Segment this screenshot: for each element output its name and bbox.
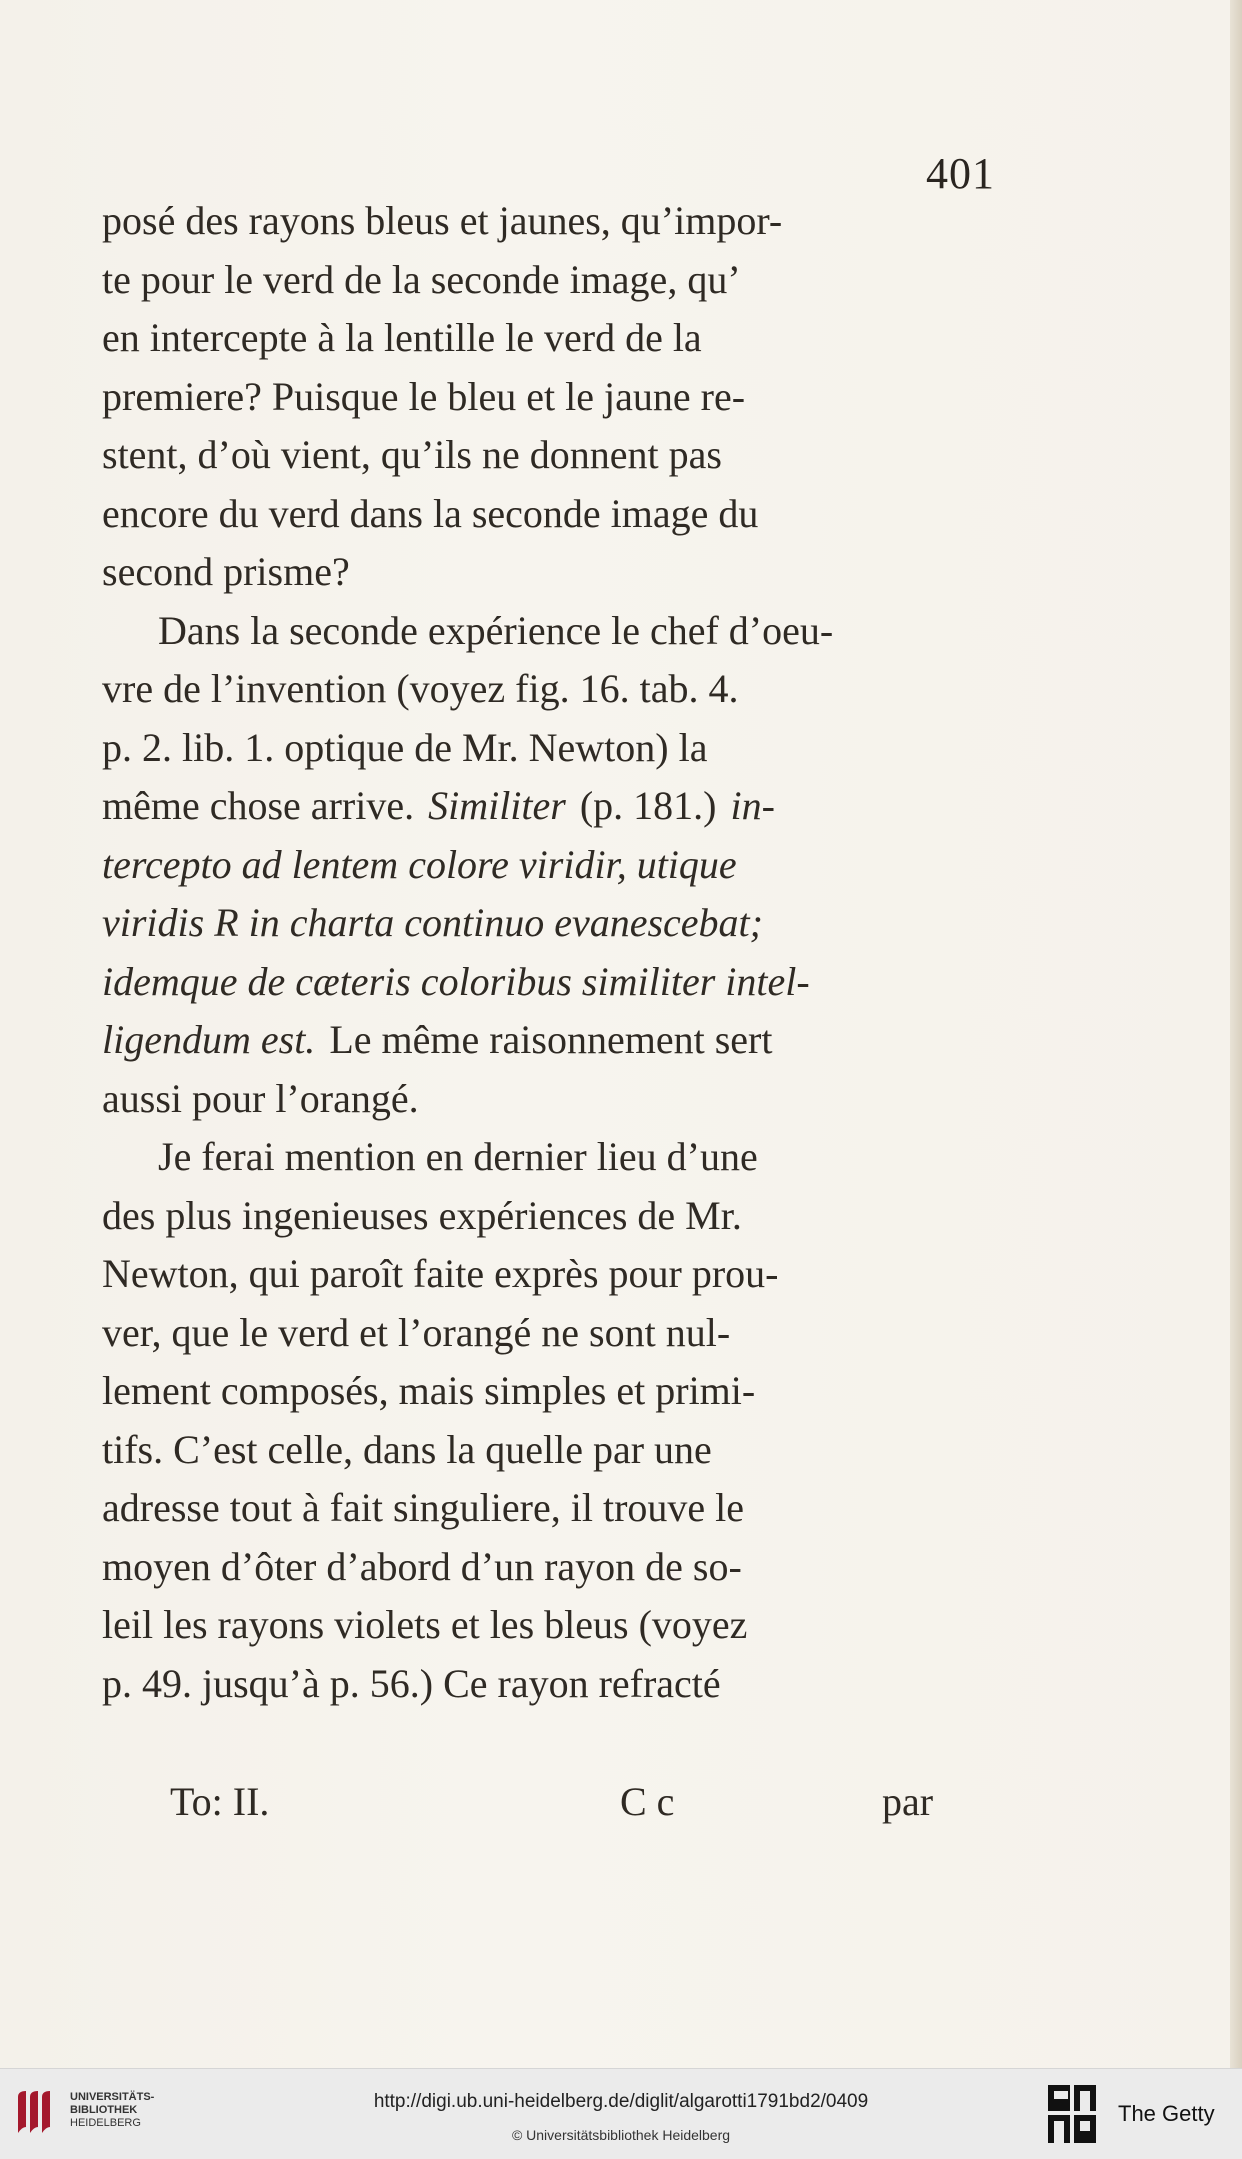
text-line-10: p. 2. lib. 1. optique de Mr. Newton) la: [102, 724, 708, 770]
text-line-21: lement composés, mais simples et primi-: [102, 1368, 756, 1413]
page-edge: [1230, 0, 1242, 2068]
body-text: [102, 192, 1002, 1713]
text-line-5: stent, d’où vient, qu’ils ne donnent pas: [102, 432, 722, 477]
text-line-14: idemque de cæteris coloribus similiter intel-: [102, 958, 810, 1004]
text-line-16: aussi pour l’orangé.: [102, 1075, 419, 1121]
text-line-24: moyen d’ôter d’abord d’un rayon de so-: [102, 1543, 742, 1589]
text-line-9: vre de l’invention (voyez fig. 16. tab. 4.: [102, 666, 739, 711]
text-line-6: encore du verd dans la seconde image du: [102, 490, 759, 536]
footer-bar: [0, 2068, 1242, 2159]
text-line-20: ver, que le verd et l’orangé ne sont nul-: [102, 1309, 731, 1355]
text-line-8: Dans la seconde expérience le chef d’oeu-: [158, 607, 834, 653]
text-line-17: Je ferai mention en dernier lieu d’une: [158, 1134, 758, 1179]
text-line-19: Newton, qui paroît faite exprès pour prou-: [102, 1251, 779, 1296]
text-line-12: tercepto ad lentem colore viridir, utique: [102, 841, 737, 887]
text-line-25: leil les rayons violets et les bleus (voyez: [102, 1602, 748, 1647]
signature-line: [170, 1778, 950, 1838]
text-line-11: même chose arrive. Similiter (p. 181.) in-: [102, 777, 1002, 836]
text-line-15: ligendum est. Le même raisonnement sert: [102, 1017, 773, 1062]
copyright-text: © Universitätsbibliothek Heidelberg: [511, 2127, 731, 2143]
partner-name: The Getty: [1118, 2101, 1215, 2126]
text-line-1: posé des rayons bleus et jaunes, qu’impor-: [102, 198, 783, 243]
latin-italic: Similiter: [428, 783, 566, 828]
text-line-7: second prisme?: [102, 549, 350, 594]
signature-mark: C c: [620, 1779, 675, 1824]
text-line-2: te pour le verd de la seconde image, qu’: [102, 256, 741, 302]
text-line-3: en intercepte à la lentille le verd de la: [102, 315, 702, 360]
text-line-13: viridis R in charta continuo evanescebat;: [102, 900, 763, 945]
text-line-22: tifs. C’est celle, dans la quelle par une: [102, 1426, 712, 1472]
page-number: 401: [926, 149, 995, 198]
permalink-url[interactable]: http://digi.ub.uni-heidelberg.de/diglit/algarotti1791bd2/0409: [373, 2091, 869, 2112]
catchword: par: [882, 1779, 934, 1824]
getty-logo-icon: [1046, 2083, 1098, 2145]
text-line-4: premiere? Puisque le bleu et le jaune re-: [102, 373, 746, 419]
library-name: UNIVERSITÄTS- BIBLIOTHEK HEIDELBERG: [70, 2091, 155, 2129]
text-line-23: adresse tout à fait singuliere, il trouve le: [102, 1485, 745, 1530]
text-line-18: des plus ingenieuses expériences de Mr.: [102, 1192, 742, 1238]
text-line-26: p. 49. jusqu’à p. 56.) Ce rayon refracté: [102, 1660, 721, 1706]
volume-mark: To: II.: [170, 1779, 270, 1824]
